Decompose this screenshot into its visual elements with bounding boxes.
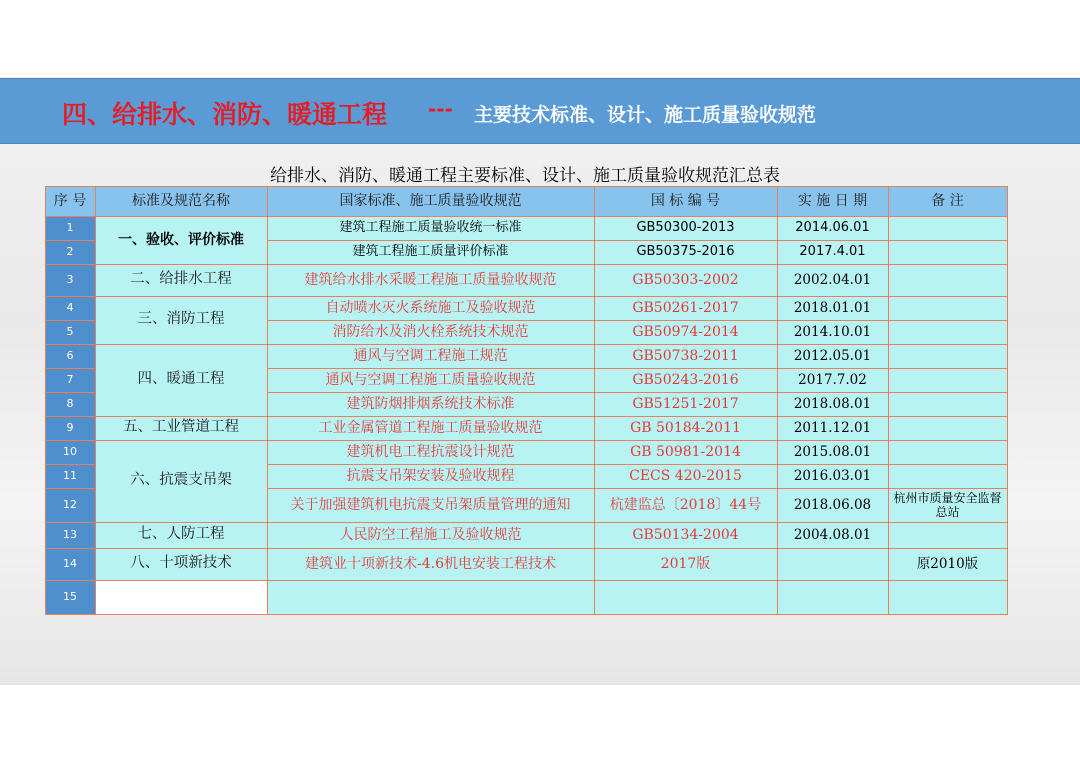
standard-date: 2015.08.01	[777, 440, 889, 465]
header-no: 序 号	[45, 186, 96, 217]
section-title: 四、给排水、消防、暖通工程	[62, 100, 388, 129]
standard-name: 建筑业十项新技术-4.6机电安装工程技术	[267, 548, 595, 581]
row-number: 8	[45, 392, 96, 417]
category-fire-protection: 三、消防工程	[95, 296, 268, 345]
row-number: 1	[45, 216, 96, 241]
category-new-technology: 八、十项新技术	[95, 548, 268, 581]
standard-note	[888, 264, 1008, 297]
row-number: 14	[45, 548, 96, 581]
row-number: 11	[45, 464, 96, 489]
standard-name: 通风与空调工程施工质量验收规范	[267, 368, 595, 393]
standard-code	[594, 580, 778, 615]
standard-date: 2017.4.01	[777, 240, 889, 265]
standard-date: 2018.06.08	[777, 488, 889, 523]
standard-code: 2017版	[594, 548, 778, 581]
section-subtitle: 主要技术标准、设计、施工质量验收规范	[474, 104, 817, 126]
row-number: 4	[45, 296, 96, 321]
standard-note	[888, 440, 1008, 465]
title-banner	[0, 78, 1080, 144]
category-empty	[95, 580, 268, 615]
row-number: 12	[45, 488, 96, 523]
standard-note	[888, 464, 1008, 489]
standard-note	[888, 320, 1008, 345]
standard-date: 2011.12.01	[777, 416, 889, 441]
standard-name: 工业金属管道工程施工质量验收规范	[267, 416, 595, 441]
category-hvac: 四、暖通工程	[95, 344, 268, 417]
standard-code: GB50738-2011	[594, 344, 778, 369]
standard-date: 2012.05.01	[777, 344, 889, 369]
standard-date: 2014.06.01	[777, 216, 889, 241]
row-number: 7	[45, 368, 96, 393]
category-seismic-support: 六、抗震支吊架	[95, 440, 268, 523]
row-number: 9	[45, 416, 96, 441]
table-title: 给排水、消防、暖通工程主要标准、设计、施工质量验收规范汇总表	[270, 166, 780, 186]
standard-name: 消防给水及消火栓系统技术规范	[267, 320, 595, 345]
standard-date	[777, 548, 889, 581]
row-number: 15	[45, 580, 96, 615]
standard-code: GB50134-2004	[594, 522, 778, 549]
standard-name: 建筑给水排水采暖工程施工质量验收规范	[267, 264, 595, 297]
standard-name: 自动喷水灭火系统施工及验收规范	[267, 296, 595, 321]
standard-code: 杭建监总〔2018〕44号	[594, 488, 778, 523]
standard-note	[888, 416, 1008, 441]
header-category: 标准及规范名称	[95, 186, 268, 217]
row-number: 6	[45, 344, 96, 369]
standard-code: GB50261-2017	[594, 296, 778, 321]
standard-date: 2018.08.01	[777, 392, 889, 417]
category-industrial-pipe: 五、工业管道工程	[95, 416, 268, 441]
standard-code: CECS 420-2015	[594, 464, 778, 489]
row-number: 13	[45, 522, 96, 549]
title-separator: ---	[428, 97, 453, 121]
header-note: 备 注	[888, 186, 1008, 217]
standard-name: 建筑机电工程抗震设计规范	[267, 440, 595, 465]
standard-note	[888, 240, 1008, 265]
row-number: 2	[45, 240, 96, 265]
standard-date: 2018.01.01	[777, 296, 889, 321]
standard-name	[267, 580, 595, 615]
standard-name: 建筑工程施工质量验收统一标准	[267, 216, 595, 241]
standard-date	[777, 580, 889, 615]
row-number: 3	[45, 264, 96, 297]
standard-note: 杭州市质量安全监督总站	[888, 488, 1008, 523]
standard-name: 人民防空工程施工及验收规范	[267, 522, 595, 549]
standard-date: 2004.08.01	[777, 522, 889, 549]
standard-date: 2014.10.01	[777, 320, 889, 345]
standard-code: GB 50184-2011	[594, 416, 778, 441]
standard-name: 抗震支吊架安装及验收规程	[267, 464, 595, 489]
header-standard-name: 国家标准、施工质量验收规范	[267, 186, 595, 217]
standard-note	[888, 368, 1008, 393]
standard-name: 通风与空调工程施工规范	[267, 344, 595, 369]
standard-note	[888, 216, 1008, 241]
standard-code: GB50300-2013	[594, 216, 778, 241]
standard-name: 关于加强建筑机电抗震支吊架质量管理的通知	[267, 488, 595, 523]
standard-code: GB 50981-2014	[594, 440, 778, 465]
header-code: 国 标 编 号	[594, 186, 778, 217]
standard-date: 2002.04.01	[777, 264, 889, 297]
standard-note: 原2010版	[888, 548, 1008, 581]
standard-name: 建筑工程施工质量评价标准	[267, 240, 595, 265]
standard-note	[888, 580, 1008, 615]
row-number: 10	[45, 440, 96, 465]
standard-note	[888, 344, 1008, 369]
standard-code: GB50303-2002	[594, 264, 778, 297]
row-number: 5	[45, 320, 96, 345]
standard-code: GB51251-2017	[594, 392, 778, 417]
standard-date: 2017.7.02	[777, 368, 889, 393]
standard-note	[888, 522, 1008, 549]
header-date: 实 施 日 期	[777, 186, 889, 217]
standard-note	[888, 296, 1008, 321]
standard-note	[888, 392, 1008, 417]
category-water-supply: 二、给排水工程	[95, 264, 268, 297]
standard-code: GB50974-2014	[594, 320, 778, 345]
standards-table	[45, 186, 1007, 629]
standard-date: 2016.03.01	[777, 464, 889, 489]
standard-name: 建筑防烟排烟系统技术标准	[267, 392, 595, 417]
standard-code: GB50375-2016	[594, 240, 778, 265]
category-acceptance: 一、验收、评价标准	[95, 216, 268, 265]
standard-code: GB50243-2016	[594, 368, 778, 393]
category-civil-defense: 七、人防工程	[95, 522, 268, 549]
